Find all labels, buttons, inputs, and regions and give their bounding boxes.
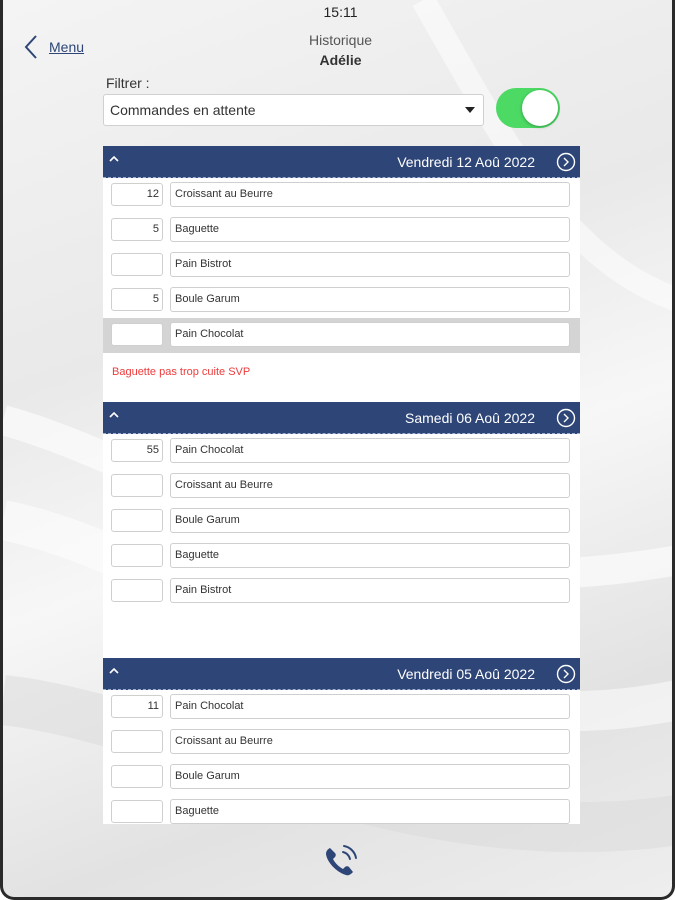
qty-field[interactable]: 5 [111,288,163,311]
chevron-up-icon[interactable] [109,154,119,164]
list-item [103,434,580,469]
list-item [103,469,580,504]
arrow-right-circle-icon[interactable] [556,408,576,428]
product-name: Pain Bistrot [170,578,570,603]
list-item [103,178,580,213]
order-note: Baguette pas trop cuite SVP [112,366,251,378]
product-name: Pain Chocolat [170,322,570,347]
product-name: Pain Bistrot [170,252,570,277]
qty-field[interactable]: 5 [111,218,163,241]
list-item [103,760,580,795]
qty-field[interactable] [111,253,163,276]
qty-field[interactable] [111,509,163,532]
chevron-up-icon[interactable] [109,666,119,676]
qty-field[interactable] [111,544,163,567]
arrow-right-circle-icon[interactable] [556,664,576,684]
list-item [103,248,580,283]
order-header[interactable] [103,658,580,690]
list-item [103,539,580,574]
list-item [103,690,580,725]
caret-down-icon [465,107,475,113]
product-name: Croissant au Beurre [170,182,570,207]
product-name: Boule Garum [170,764,570,789]
product-name: Pain Chocolat [170,438,570,463]
filter-label: Filtrer : [106,75,150,91]
qty-field[interactable] [111,474,163,497]
filter-select-value: Commandes en attente [110,102,256,118]
order-group [103,658,580,824]
qty-field[interactable] [111,730,163,753]
product-name: Pain Chocolat [170,694,570,719]
qty-field[interactable]: 55 [111,439,163,462]
page-title: Historique [308,32,373,48]
orders-list[interactable] [103,146,580,824]
order-group [103,146,580,402]
order-header[interactable] [103,146,580,178]
phone-call-icon[interactable] [322,842,360,880]
qty-field[interactable] [111,579,163,602]
product-name: Croissant au Beurre [170,729,570,754]
product-name: Baguette [170,799,570,824]
product-name: Boule Garum [170,287,570,312]
order-date: Vendredi 05 Aoû 2022 [397,666,535,682]
arrow-right-circle-icon[interactable] [556,152,576,172]
back-label[interactable]: Menu [49,39,85,55]
chevron-up-icon[interactable] [109,410,119,420]
qty-field[interactable] [111,765,163,788]
qty-field[interactable]: 11 [111,695,163,718]
order-header[interactable] [103,402,580,434]
order-date: Samedi 06 Aoû 2022 [405,410,535,426]
product-name: Boule Garum [170,508,570,533]
list-item [103,213,580,248]
product-name: Baguette [170,217,570,242]
status-time: 15:11 [323,4,358,20]
list-item [103,725,580,760]
page-subtitle: Adélie [319,52,362,68]
toggle-knob [522,90,558,126]
list-item-selected[interactable] [103,318,580,353]
qty-field[interactable]: 12 [111,183,163,206]
filter-toggle[interactable] [496,88,560,128]
qty-field[interactable] [111,323,163,346]
list-item [103,795,580,824]
product-name: Baguette [170,543,570,568]
filter-select[interactable] [103,94,484,126]
list-item [103,574,580,609]
list-item [103,283,580,318]
order-group [103,402,580,658]
order-date: Vendredi 12 Aoû 2022 [397,154,535,170]
list-item [103,504,580,539]
product-name: Croissant au Beurre [170,473,570,498]
qty-field[interactable] [111,800,163,823]
